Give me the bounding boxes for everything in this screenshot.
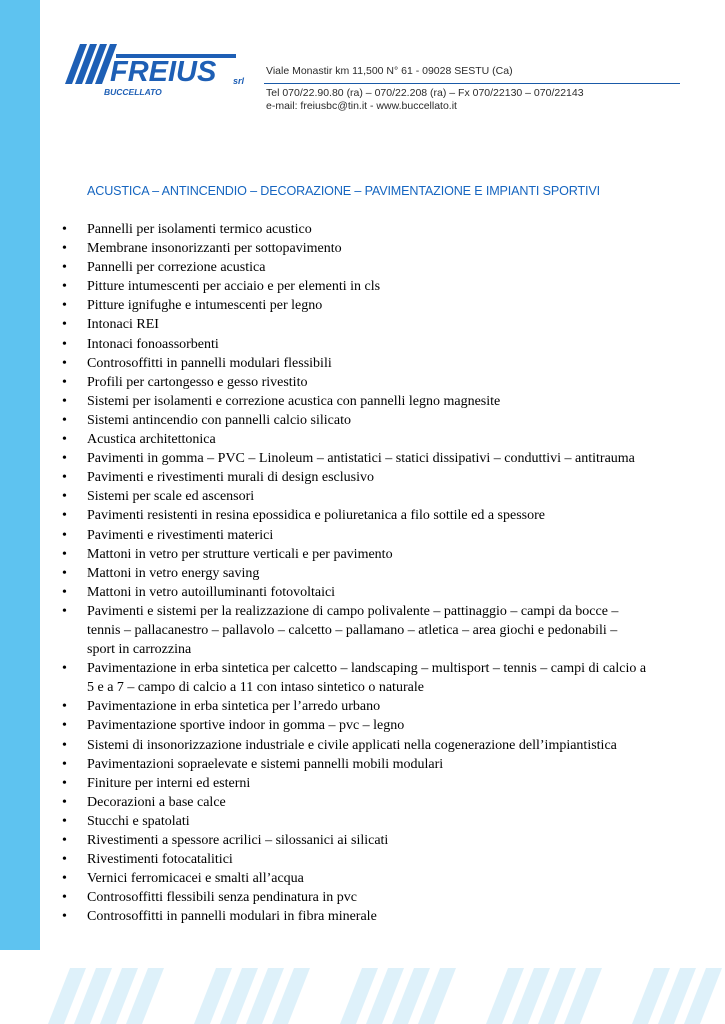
list-item: • Intonaci fonoassorbenti (0, 335, 647, 354)
list-item: • Pitture intumescenti per acciaio e per elementi in cls (0, 277, 647, 296)
company-email: e-mail: freiusbc@tin.it - www.buccellato.it (266, 100, 457, 112)
list-item: • Rivestimenti a spessore acrilici – silossanici ai silicati (0, 831, 647, 850)
list-item: • Pavimentazione in erba sintetica per calcetto – landscaping – multisport – tennis – campi di calcio a 5 e a 7 – campo di calcio a 11 con intaso sintetico o naturale (0, 659, 647, 697)
list-item: • Acustica architettonica (0, 430, 647, 449)
list-item: • Mattoni in vetro per strutture verticali e per pavimento (0, 545, 647, 564)
list-item: • Pannelli per correzione acustica (0, 258, 647, 277)
list-item: • Pavimentazione in erba sintetica per l’arredo urbano (0, 697, 647, 716)
list-item: • Pavimenti in gomma – PVC – Linoleum – antistatici – statici dissipativi – conduttivi – antitrauma (0, 449, 647, 468)
list-item: • Pavimentazioni sopraelevate e sistemi pannelli mobili modulari (0, 755, 647, 774)
list-item: • Pannelli per isolamenti termico acustico (0, 220, 647, 239)
list-item: • Pavimenti e sistemi per la realizzazione di campo polivalente – pattinaggio – campi da bocce – tennis – pallacanestro – pallavolo – calcetto – pallamano – atletica – area giochi e pedonabili – sport in carrozzina (0, 602, 647, 659)
list-item: • Finiture per interni ed esterni (0, 774, 647, 793)
list-item: • Sistemi di insonorizzazione industriale e civile applicati nella cogenerazione dell’impiantistica (0, 736, 647, 755)
list-item: • Pavimenti e rivestimenti murali di design esclusivo (0, 468, 647, 487)
list-item: • Mattoni in vetro autoilluminanti fotovoltaici (0, 583, 647, 602)
list-item: • Sistemi per scale ed ascensori (0, 487, 647, 506)
list-item: • Sistemi antincendio con pannelli calcio silicato (0, 411, 647, 430)
list-item: • Controsoffitti flessibili senza pendinatura in pvc (0, 888, 647, 907)
footer-watermark (40, 968, 725, 1024)
list-item: • Membrane insonorizzanti per sottopavimento (0, 239, 647, 258)
product-list (0, 220, 647, 926)
company-phone: Tel 070/22.90.80 (ra) – 070/22.208 (ra) – Fx 070/22130 – 070/22143 (266, 87, 584, 99)
list-item: • Controsoffitti in pannelli modulari flessibili (0, 354, 647, 373)
list-item: • Pavimentazione sportive indoor in gomma – pvc – legno (0, 716, 647, 735)
list-item: • Decorazioni a base calce (0, 793, 647, 812)
list-item: • Profili per cartongesso e gesso rivestito (0, 373, 647, 392)
list-item: • Sistemi per isolamenti e correzione acustica con pannelli legno magnesite (0, 392, 647, 411)
logo-wordmark: FREIUS (110, 56, 217, 88)
list-item: • Intonaci REI (0, 315, 647, 334)
list-item: • Pavimenti e rivestimenti materici (0, 526, 647, 545)
company-address: Viale Monastir km 11,500 N° 61 - 09028 SESTU (Ca) (266, 65, 513, 77)
header-divider (264, 83, 680, 84)
list-item: • Vernici ferromicacei e smalti all’acqua (0, 869, 647, 888)
freius-logo (62, 40, 262, 102)
list-item: • Stucchi e spatolati (0, 812, 647, 831)
list-item: • Rivestimenti fotocatalitici (0, 850, 647, 869)
list-item: • Pavimenti resistenti in resina epossidica e poliuretanica a filo sottile ed a spessore (0, 506, 647, 525)
list-item: • Controsoffitti in pannelli modulari in fibra minerale (0, 907, 647, 926)
list-item: • Pitture ignifughe e intumescenti per legno (0, 296, 647, 315)
section-heading: ACUSTICA – ANTINCENDIO – DECORAZIONE – PAVIMENTAZIONE E IMPIANTI SPORTIVI (87, 184, 600, 198)
logo-suffix: srl (233, 76, 245, 86)
list-item: • Mattoni in vetro energy saving (0, 564, 647, 583)
logo-subtext: BUCCELLATO (104, 87, 162, 97)
